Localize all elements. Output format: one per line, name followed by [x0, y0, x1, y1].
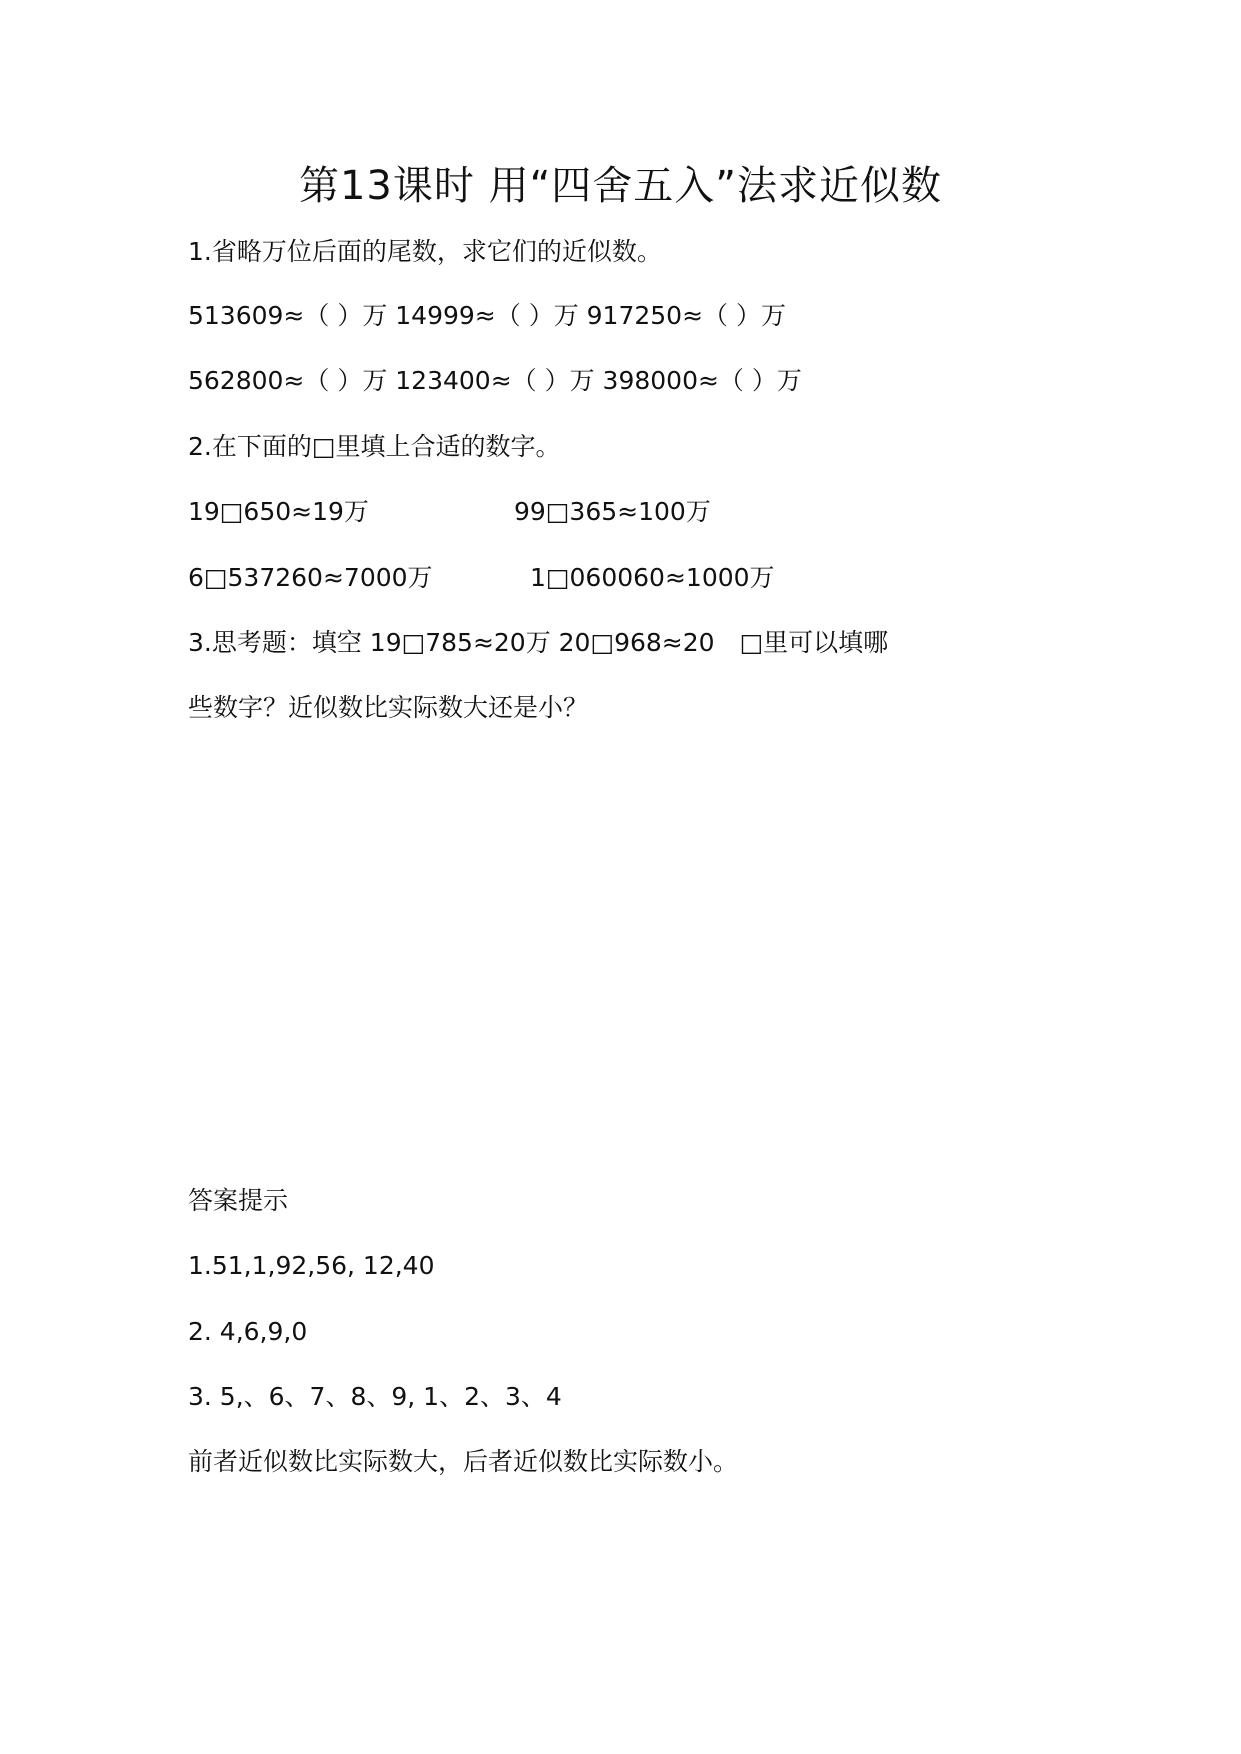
- question-1-row-1: 513609≈（ ）万 14999≈（ ）万 917250≈（ ）万: [188, 301, 786, 330]
- question-2-item: 6□537260≈7000万: [188, 563, 433, 592]
- answer-2: 2. 4,6,9,0: [188, 1317, 308, 1346]
- question-1-row-2: 562800≈（ ）万 123400≈（ ）万 398000≈（ ）万: [188, 366, 802, 395]
- question-3-line-1: 3.思考题：填空 19□785≈20万 20□968≈20 □里可以填哪: [188, 628, 889, 657]
- answer-3-conclusion: 前者近似数比实际数大，后者近似数比实际数小。: [188, 1447, 739, 1476]
- answer-3: 3. 5,、6、7、8、9, 1、2、3、4: [188, 1382, 562, 1411]
- question-2-prompt: 2.在下面的□里填上合适的数字。: [188, 432, 561, 461]
- question-3-line-2: 些数字？近似数比实际数大还是小？: [188, 693, 589, 722]
- question-2-item: 19□650≈19万: [188, 497, 369, 526]
- page-title: 第13课时 用“四舍五入”法求近似数: [298, 163, 943, 209]
- question-1-prompt: 1.省略万位后面的尾数，求它们的近似数。: [188, 237, 662, 266]
- answer-1: 1.51,1,92,56, 12,40: [188, 1251, 435, 1280]
- answers-heading: 答案提示: [188, 1186, 289, 1215]
- question-2-item: 99□365≈100万: [514, 497, 711, 526]
- question-2-item: 1□060060≈1000万: [530, 563, 775, 592]
